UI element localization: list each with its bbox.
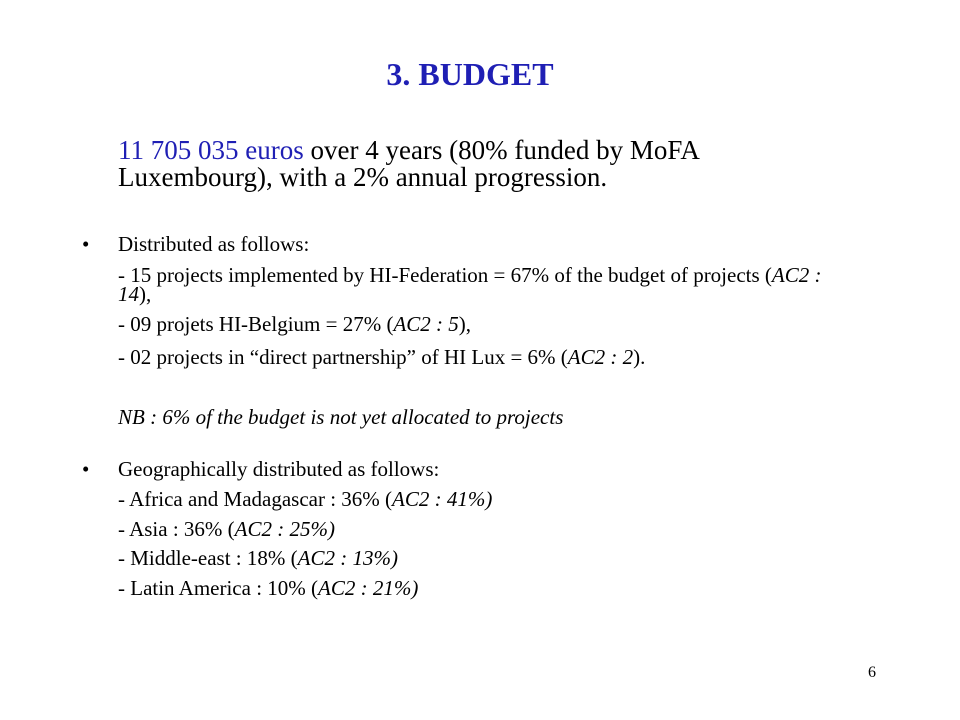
geography-item-text: - Africa and Madagascar : 36% (: [118, 487, 393, 511]
distribution-item-text: - 09 projets HI-Belgium = 27% (: [118, 312, 394, 336]
geography-item-text: - Latin America : 10% (: [118, 576, 319, 600]
geography-item-ac2: AC2 : 41%): [392, 487, 493, 511]
geography-item-ac2: AC2 : 25%): [234, 517, 335, 541]
page-number: 6: [868, 664, 876, 681]
geography-item: [118, 517, 335, 542]
distribution-note: NB : 6% of the budget is not yet allocated to projects: [118, 405, 564, 429]
distribution-item: [118, 263, 853, 306]
geography-item-ac2: AC2 : 21%): [318, 576, 419, 600]
budget-amount: 11 705 035 euros: [118, 135, 304, 165]
distribution-item-ac2: AC2 : 14: [118, 263, 822, 306]
budget-intro-text-line2: Luxembourg), with a 2% annual progression.: [118, 162, 608, 192]
distribution-item: [118, 312, 471, 337]
geography-heading: Geographically distributed as follows:: [118, 457, 440, 481]
distribution-heading: Distributed as follows:: [118, 232, 310, 256]
geography-item-text: - Middle-east : 18% (: [118, 546, 298, 570]
geography-item: [118, 576, 418, 601]
distribution-item-text: - 15 projects implemented by HI-Federation = 67% of the budget of projects (: [118, 263, 772, 287]
budget-intro: [118, 137, 858, 191]
budget-intro-text: over 4 years (80% funded by MoFA: [303, 135, 700, 165]
distribution-item-ac2: AC2 : 2: [567, 345, 634, 369]
bullet-icon: •: [82, 457, 90, 481]
distribution-item-ac2: AC2 : 5: [393, 312, 459, 336]
distribution-item-suffix: ).: [633, 345, 646, 369]
bullet-icon: •: [82, 232, 90, 256]
geography-item: [118, 487, 492, 512]
geography-item-ac2: AC2 : 13%): [297, 546, 398, 570]
slide-title: 3. BUDGET: [386, 56, 554, 92]
distribution-item: [118, 345, 645, 370]
geography-item: [118, 546, 398, 571]
distribution-item-suffix: ),: [139, 282, 152, 306]
distribution-item-text: - 02 projects in “direct partnership” of HI Lux = 6% (: [118, 345, 568, 369]
geography-item-text: - Asia : 36% (: [118, 517, 235, 541]
distribution-item-suffix: ),: [458, 312, 472, 336]
